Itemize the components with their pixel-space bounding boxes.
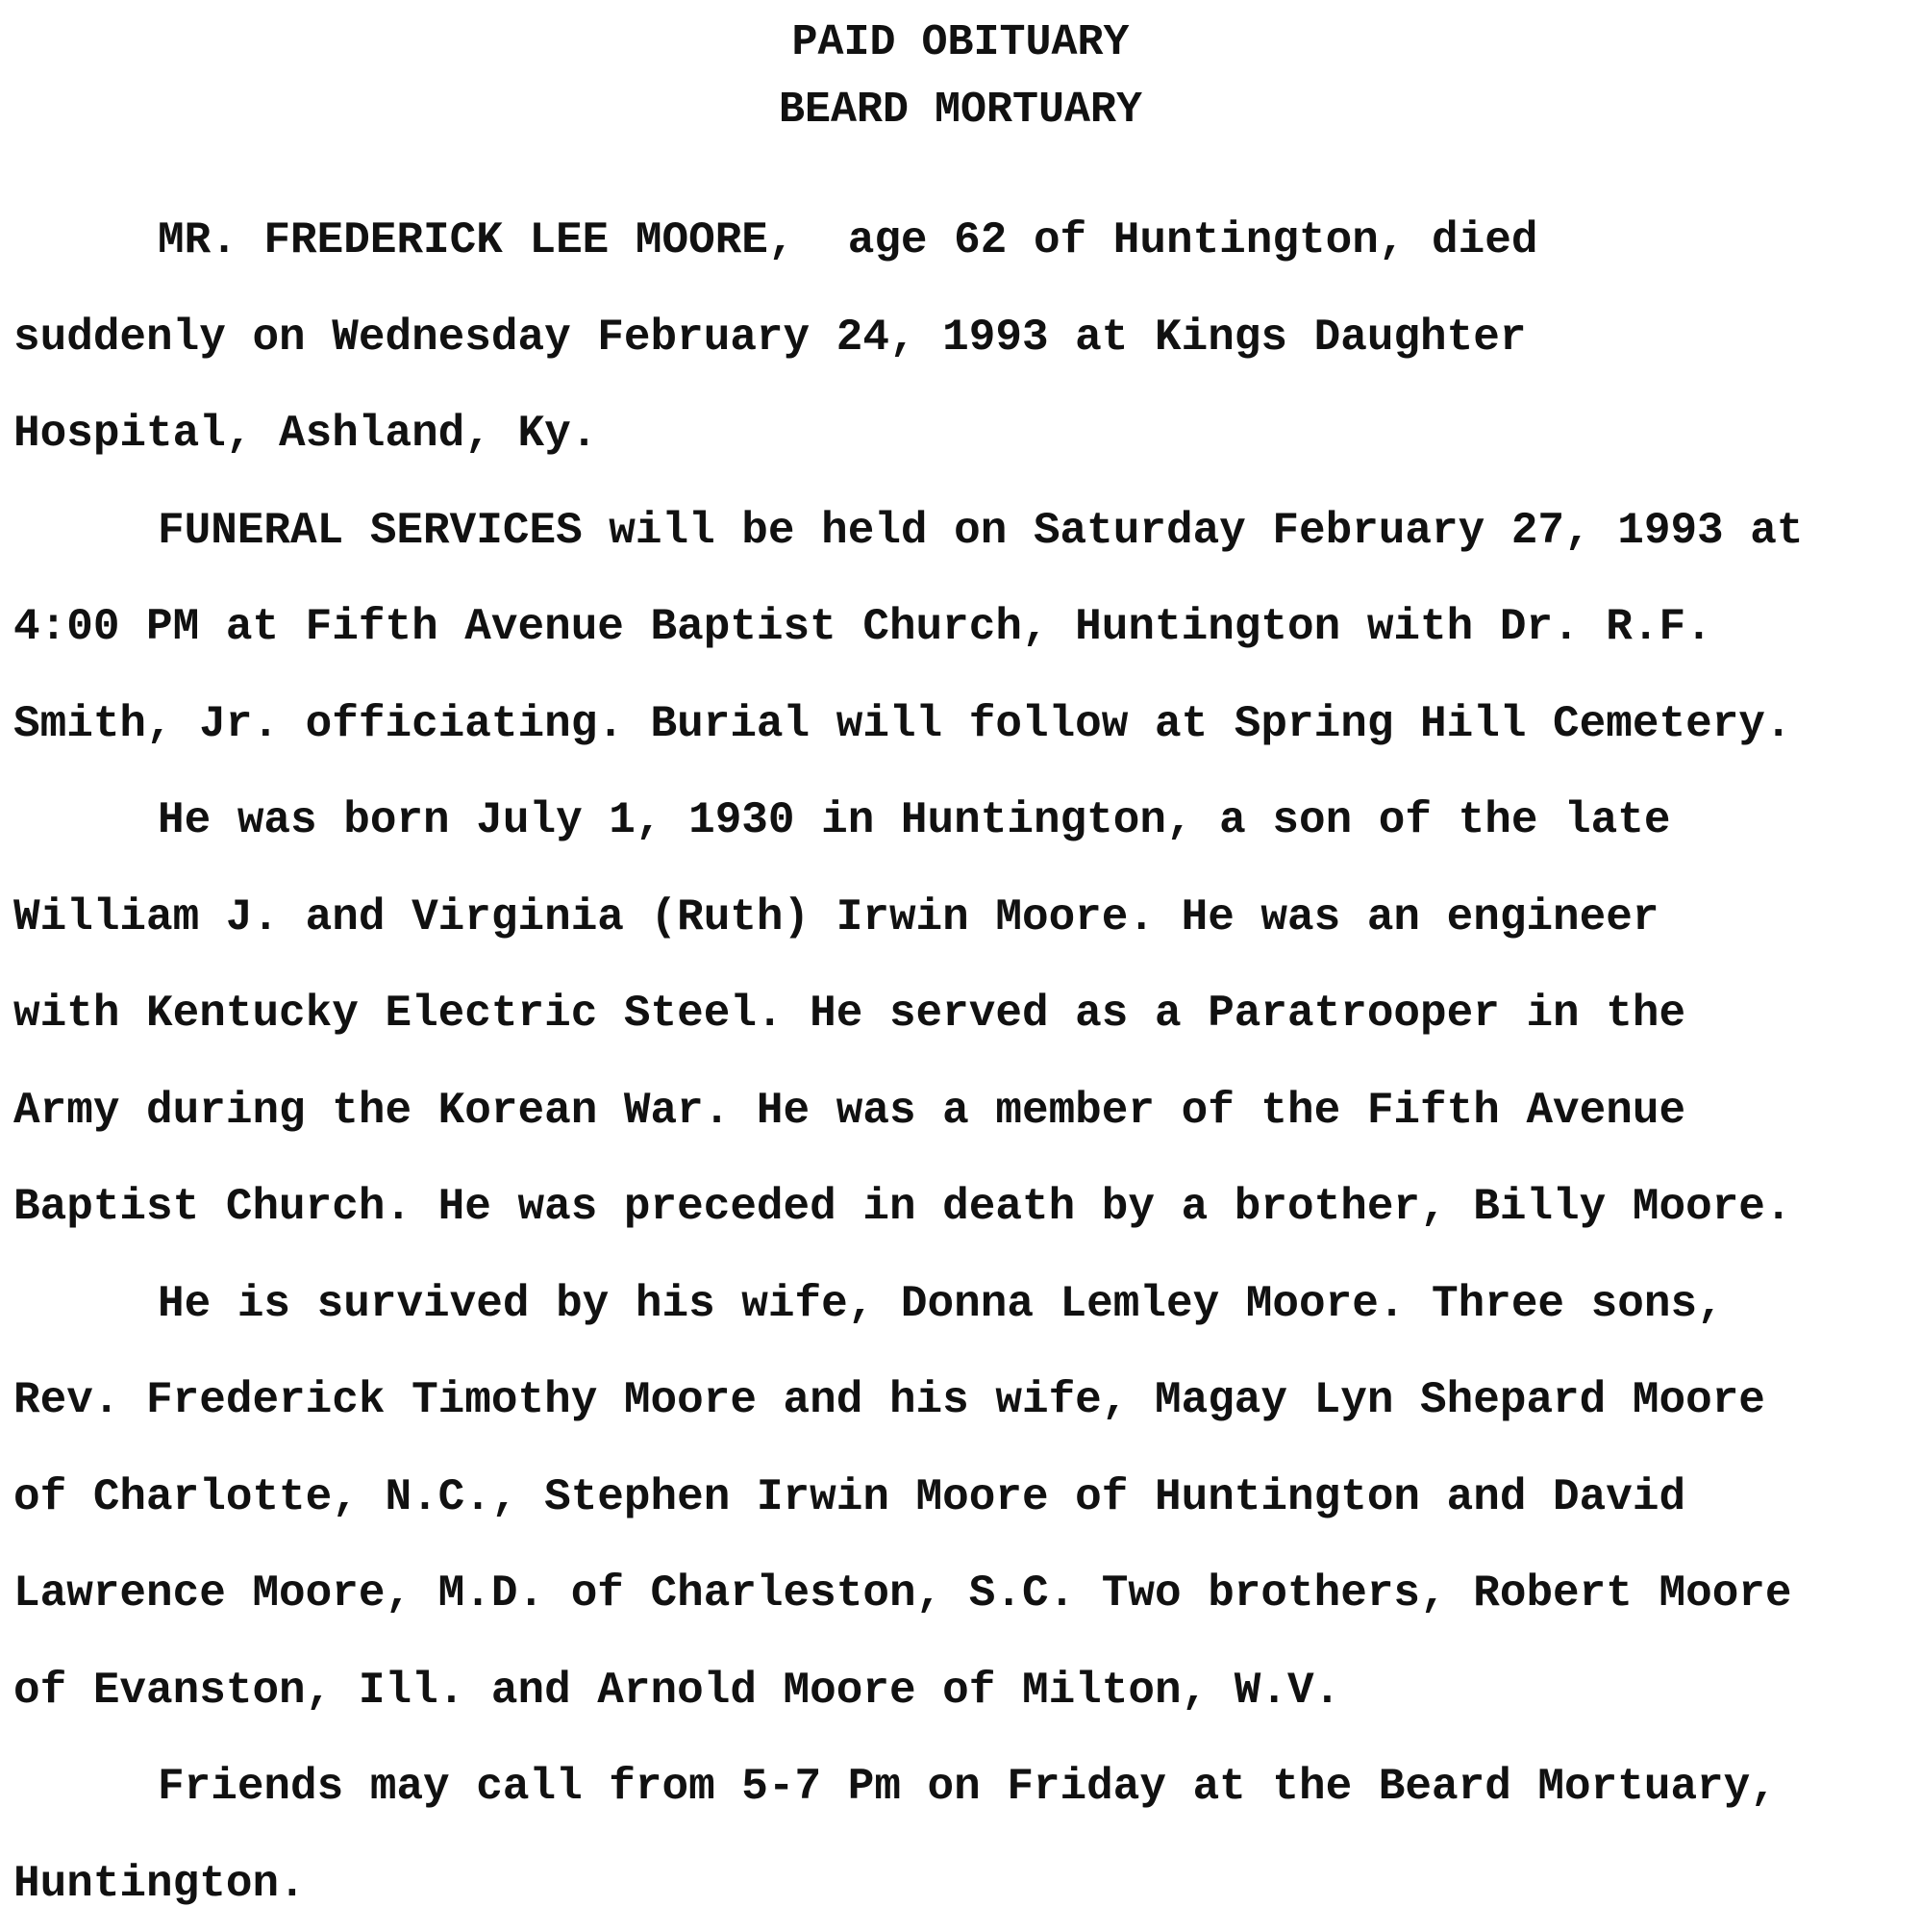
text-line: Lawrence Moore, M.D. of Charleston, S.C. Two brothers, Robert Moore <box>13 1545 1921 1643</box>
text-line: with Kentucky Electric Steel. He served as a Paratrooper in the <box>13 966 1921 1063</box>
text-line: He was born July 1, 1930 in Huntington, a son of the late <box>13 772 1921 869</box>
text-line: Smith, Jr. officiating. Burial will follow at Spring Hill Cemetery. <box>13 676 1921 773</box>
text-line: 4:00 PM at Fifth Avenue Baptist Church, Huntington with Dr. R.F. <box>13 579 1921 676</box>
text-line: He is survived by his wife, Donna Lemley Moore. Three sons, <box>13 1256 1921 1353</box>
document-header <box>0 10 1921 144</box>
text-line: Friends may call from 5-7 Pm on Friday at the Beard Mortuary, <box>13 1739 1921 1836</box>
text-line: Baptist Church. He was preceded in death by a brother, Billy Moore. <box>13 1159 1921 1256</box>
paragraph-death-notice <box>13 192 1921 483</box>
paragraph-funeral-services <box>13 483 1921 773</box>
text-line: Army during the Korean War. He was a member of the Fifth Avenue <box>13 1063 1921 1160</box>
text-line: Rev. Frederick Timothy Moore and his wife, Magay Lyn Shepard Moore <box>13 1352 1921 1449</box>
text-line: of Charlotte, N.C., Stephen Irwin Moore of Huntington and David <box>13 1449 1921 1546</box>
paragraph-survivors <box>13 1256 1921 1740</box>
paragraph-biography <box>13 772 1921 1256</box>
text-line: Huntington. <box>13 1836 1921 1932</box>
text-line: of Evanston, Ill. and Arnold Moore of Milton, W.V. <box>13 1643 1921 1740</box>
paragraph-visitation <box>13 1739 1921 1932</box>
header-mortuary-name: BEARD MORTUARY <box>0 77 1921 144</box>
header-title: PAID OBITUARY <box>0 10 1921 77</box>
text-line: MR. FREDERICK LEE MOORE, age 62 of Huntington, died <box>13 192 1921 289</box>
text-line: FUNERAL SERVICES will be held on Saturday February 27, 1993 at <box>13 483 1921 580</box>
text-line: Hospital, Ashland, Ky. <box>13 386 1921 483</box>
text-line: William J. and Virginia (Ruth) Irwin Moore. He was an engineer <box>13 869 1921 966</box>
obituary-body <box>13 192 1921 1932</box>
text-line: suddenly on Wednesday February 24, 1993 at Kings Daughter <box>13 289 1921 387</box>
